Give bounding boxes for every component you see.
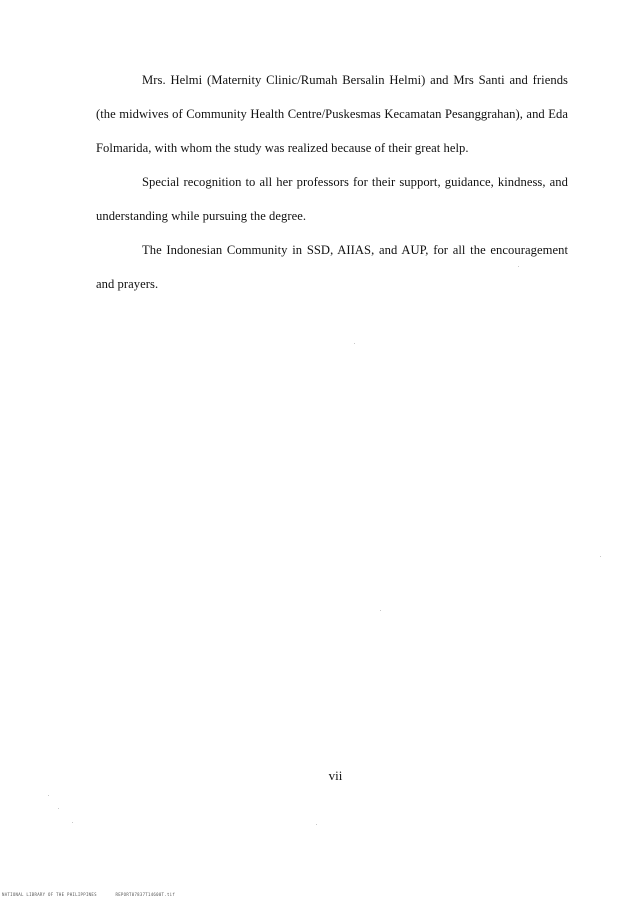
scan-speck bbox=[380, 610, 381, 611]
paragraph-indonesian-community: The Indonesian Community in SSD, AIIAS, and AUP, for all the encouragement and prayers. bbox=[96, 243, 568, 291]
footer-file-name: REPORT07837T14600T.tif bbox=[115, 892, 176, 897]
scan-speck bbox=[72, 822, 73, 823]
scan-speck bbox=[518, 266, 519, 267]
scan-speck bbox=[600, 556, 601, 557]
scan-footer-stamp bbox=[2, 892, 175, 897]
footer-library-name: NATIONAL LIBRARY OF THE PHILIPPINES bbox=[2, 892, 97, 897]
paragraph-midwives: Mrs. Helmi (Maternity Clinic/Rumah Bersalin Helmi) and Mrs Santi and friends (the midwives of Community Health Centre/Puskesmas Kecamatan Pesanggrahan), and Eda Folmarida, with whom the study was realized because of their great help. bbox=[96, 73, 568, 155]
scan-speck bbox=[354, 343, 355, 344]
acknowledgements-text bbox=[96, 63, 568, 301]
page-number: vii bbox=[328, 768, 343, 783]
scan-speck bbox=[48, 795, 49, 796]
paragraph-professors: Special recognition to all her professors for their support, guidance, kindness, and understanding while pursuing the degree. bbox=[96, 175, 568, 223]
scan-speck bbox=[316, 824, 317, 825]
scan-speck bbox=[58, 808, 59, 809]
